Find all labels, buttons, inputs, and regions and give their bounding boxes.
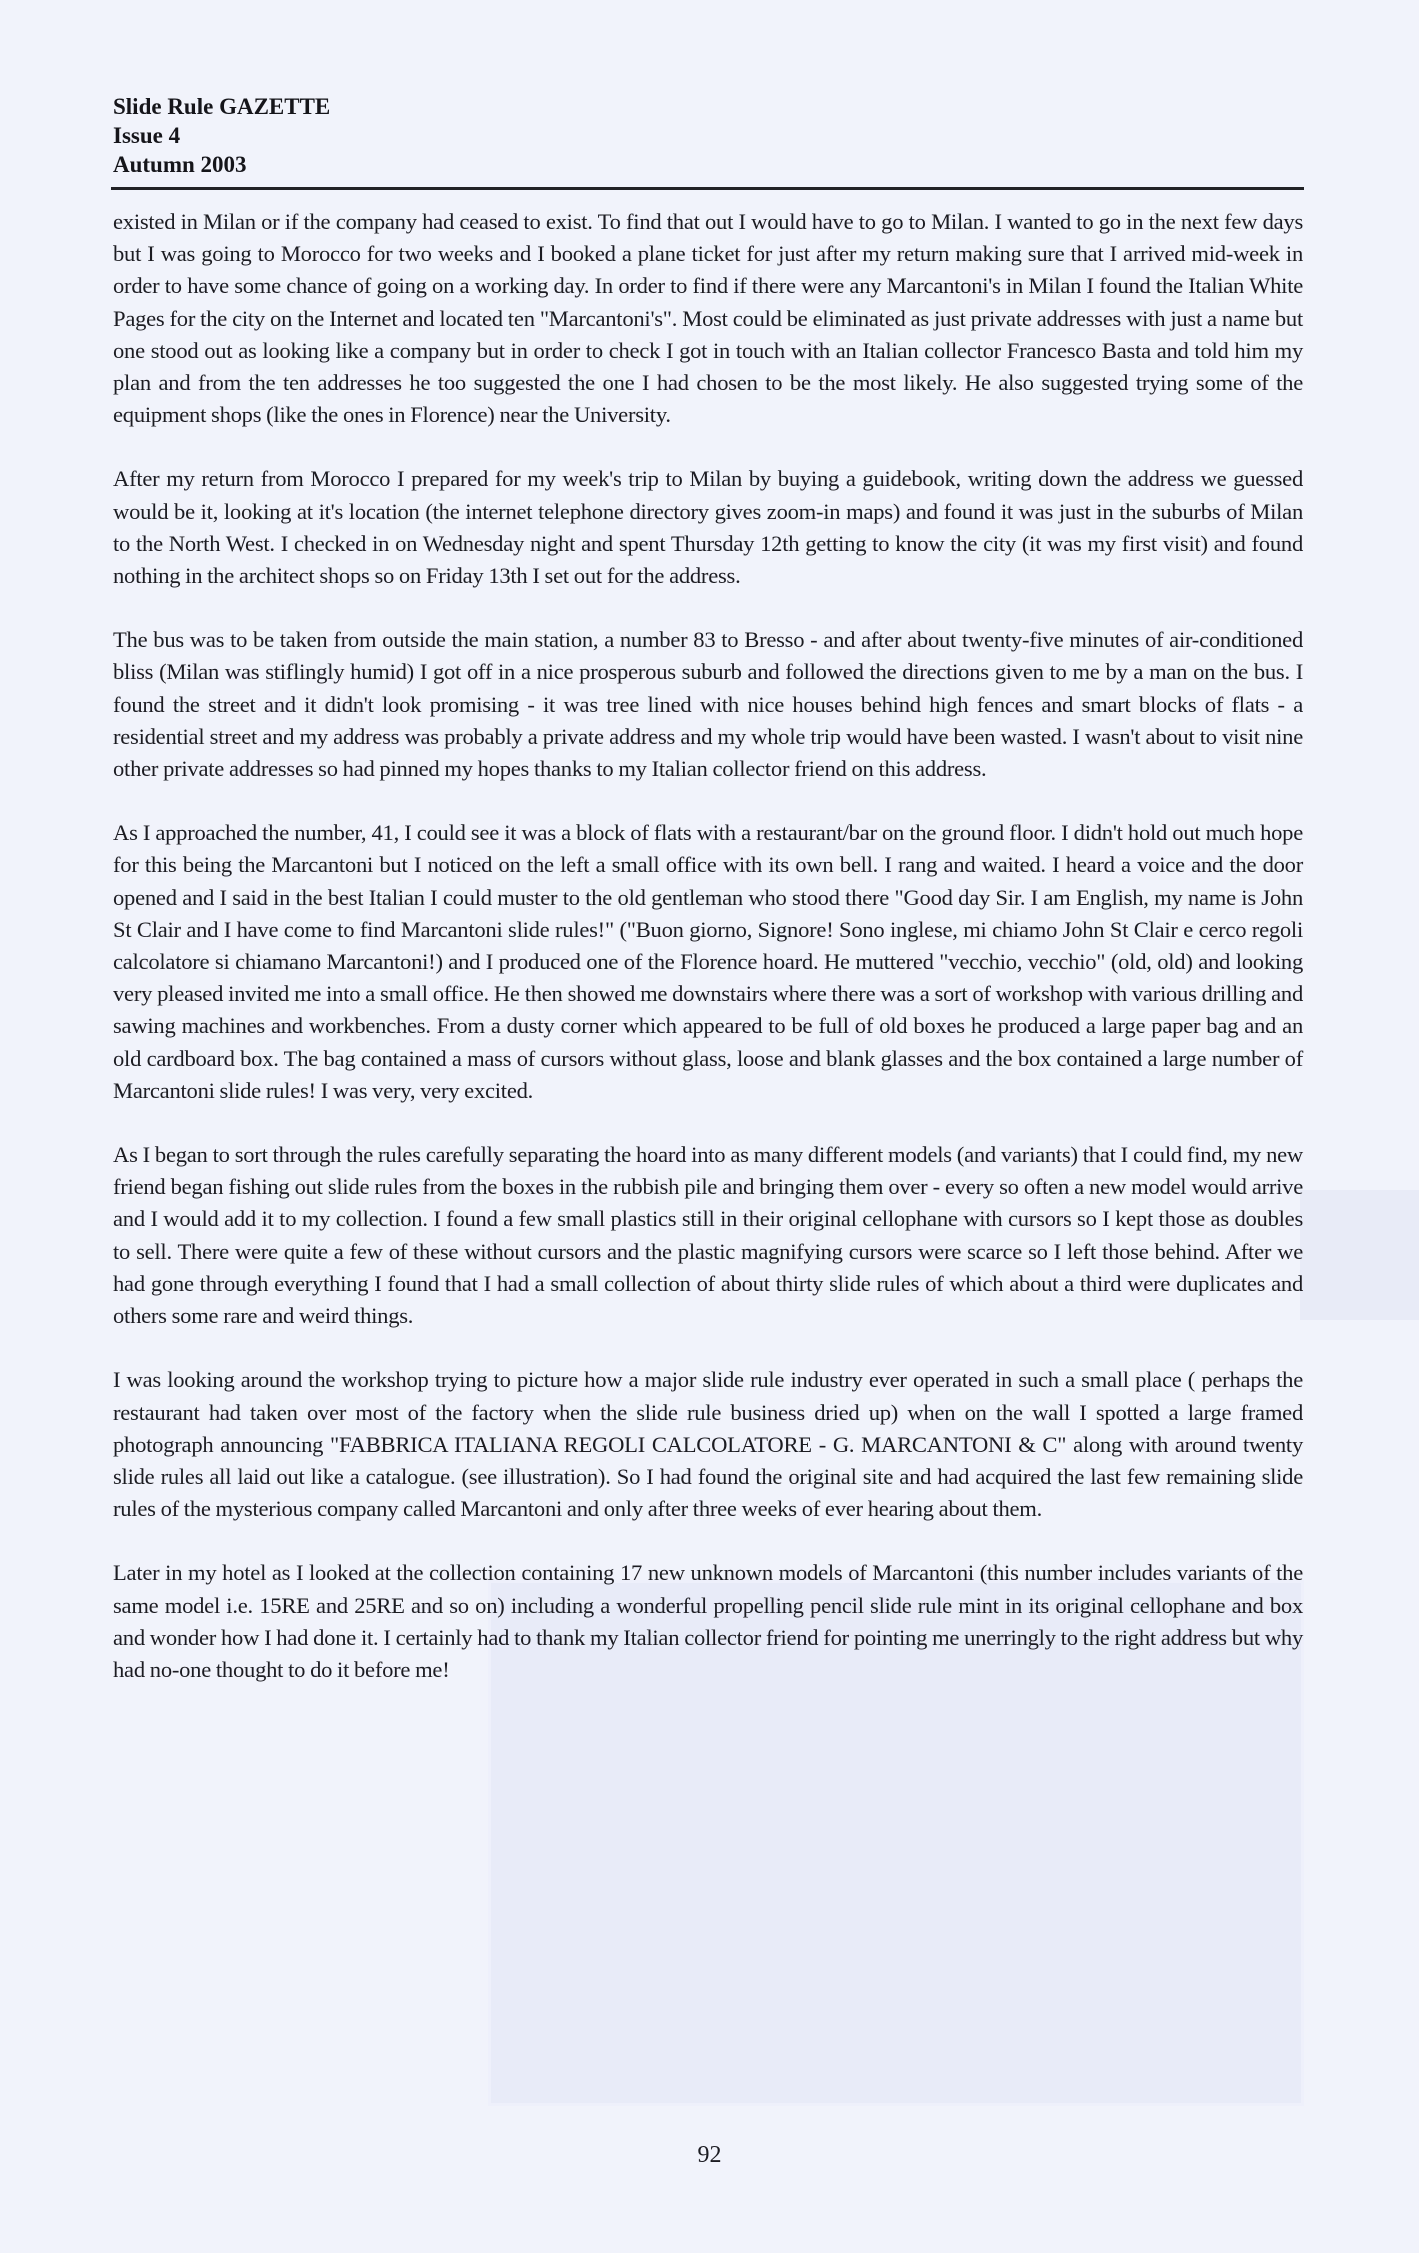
issue-number: Issue 4 xyxy=(113,123,181,148)
page-number: 92 xyxy=(697,2142,722,2168)
bleed-through-shade xyxy=(1300,1190,1419,1320)
issue-season: Autumn 2003 xyxy=(113,152,247,177)
paragraph: Later in my hotel as I looked at the collection containing 17 new unknown models of Marcantoni (this number includes variants of the same model i.e. 15RE and 25RE and so on) including a wonderful propelling pencil slide rule mint in its original cellophane and box and wonder how I had done it. I certainly had to thank my Italian collector friend for pointing me unerringly to the right address but why had no-one thought to do it before me! xyxy=(113,1560,1303,1682)
article-body xyxy=(113,206,1303,1718)
page-header xyxy=(113,92,330,179)
paragraph: The bus was to be taken from outside the main station, a number 83 to Bresso - and after about twenty-five minutes of air-conditioned bliss (Milan was stiflingly humid) I got off in a nice prosperous suburb and followed the directions given to me by a man on the bus. I found the street and it didn't look promising - it was tree lined with nice houses behind high fences and smart blocks of flats - a residential street and my address was probably a private address and my whole trip would have been wasted. I wasn't about to visit nine other private addresses so had pinned my hopes thanks to my Italian collector friend on this address. xyxy=(113,627,1303,782)
paragraph: After my return from Morocco I prepared for my week's trip to Milan by buying a guidebook, writing down the address we guessed would be it, looking at it's location (the internet telephone directory gives zoom-in maps) and found it was just in the suburbs of Milan to the North West. I checked in on Wednesday night and spent Thursday 12th getting to know the city (it was my first visit) and found nothing in the architect shops so on Friday 13th I set out for the address. xyxy=(113,466,1303,589)
paragraph: I was looking around the workshop trying to picture how a major slide rule industry ever operated in such a small place ( perhaps the restaurant had taken over most of the factory when the slide rule business dried up) when on the wall I spotted a large framed photograph announcing "FABBRICA ITALIANA REGOLI CALCOLATORE - G. MARCANTONI & C" along with around twenty slide rules all laid out like a catalogue. (see illustration). So I had found the original site and had acquired the last few remaining slide rules of the mysterious company called Marcantoni and only after three weeks of ever hearing about them. xyxy=(113,1367,1303,1522)
header-divider xyxy=(111,187,1304,190)
paragraph: existed in Milan or if the company had ceased to exist. To find that out I would have to go to Milan. I wanted to go in the next few days but I was going to Morocco for two weeks and I booked a plane ticket for just after my return making sure that I arrived mid-week in order to have some chance of going on a working day. In order to find if there were any Marcantoni's in Milan I found the Italian White Pages for the city on the Internet and located ten "Marcantoni's". Most could be eliminated as just private addresses with just a name but one stood out as looking like a company but in order to check I got in touch with an Italian collector Francesco Basta and told him my plan and from the ten addresses he too suggested the one I had chosen to be the most likely. He also suggested trying some of the equipment shops (like the ones in Florence) near the University. xyxy=(113,209,1303,428)
paragraph: As I approached the number, 41, I could see it was a block of flats with a restaurant/bar on the ground floor. I didn't hold out much hope for this being the Marcantoni but I noticed on the left a small office with its own bell. I rang and waited. I heard a voice and the door opened and I said in the best Italian I could muster to the old gentleman who stood there "Good day Sir. I am English, my name is John St Clair and I have come to find Marcantoni slide rules!" ("Buon giorno, Signore! Sono inglese, mi chiamo John St Clair e cerco regoli calcolatore si chiamano Marcantoni!) and I produced one of the Florence hoard. He muttered "vecchio, vecchio" (old, old) and looking very pleased invited me into a small office. He then showed me downstairs where there was a sort of workshop with various drilling and sawing machines and workbenches. From a dusty corner which appeared to be full of old boxes he produced a large paper bag and an old cardboard box. The bag contained a mass of cursors without glass, loose and blank glasses and the box contained a large number of Marcantoni slide rules! I was very, very excited. xyxy=(113,820,1303,1103)
publication-title: Slide Rule GAZETTE xyxy=(113,94,331,119)
paragraph: As I began to sort through the rules carefully separating the hoard into as many different models (and variants) that I could find, my new friend began fishing out slide rules from the boxes in the rubbish pile and bringing them over - every so often a new model would arrive and I would add it to my collection. I found a few small plastics still in their original cellophane with cursors so I kept those as doubles to sell. There were quite a few of these without cursors and the plastic magnifying cursors were scarce so I left those behind. After we had gone through everything I found that I had a small collection of about thirty slide rules of which about a third were duplicates and others some rare and weird things. xyxy=(113,1142,1303,1329)
